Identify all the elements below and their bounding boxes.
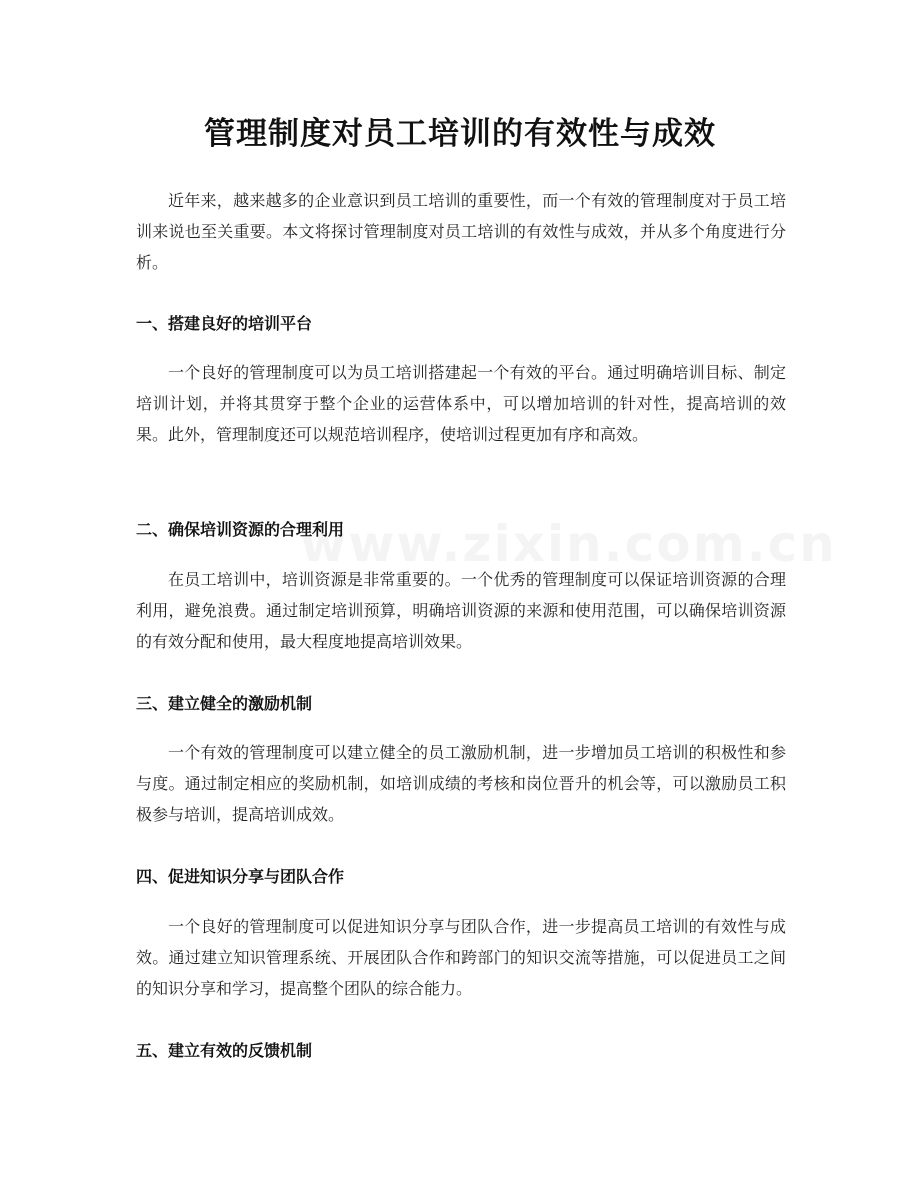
section-3-heading: 三、建立健全的激励机制 <box>136 694 313 713</box>
section-2-heading: 二、确保培训资源的合理利用 <box>136 520 345 539</box>
section-1-heading: 一、搭建良好的培训平台 <box>136 314 313 333</box>
section-1-paragraph: 一个良好的管理制度可以为员工培训搭建起一个有效的平台。通过明确培训目标、制定培训计划，并将其贯穿于整个企业的运营体系中，可以增加培训的针对性，提高培训的效果。此外，管理制度还可以规范培训程序，使培训过程更加有序和高效。 <box>136 363 786 444</box>
section-2-paragraph: 在员工培训中，培训资源是非常重要的。一个优秀的管理制度可以保证培训资源的合理利用，避免浪费。通过制定培训预算，明确培训资源的来源和使用范围，可以确保培训资源的有效分配和使用，最大程度地提高培训效果。 <box>136 570 786 651</box>
intro-paragraph: 近年来，越来越多的企业意识到员工培训的重要性，而一个有效的管理制度对于员工培训来说也至关重要。本文将探讨管理制度对员工培训的有效性与成效，并从多个角度进行分析。 <box>136 191 786 272</box>
section-4-heading: 四、促进知识分享与团队合作 <box>136 867 345 886</box>
section-4-paragraph: 一个良好的管理制度可以促进知识分享与团队合作，进一步提高员工培训的有效性与成效。通过建立知识管理系统、开展团队合作和跨部门的知识交流等措施，可以促进员工之间的知识分享和学习，提高整个团队的综合能力。 <box>136 917 786 998</box>
section-5-heading: 五、建立有效的反馈机制 <box>136 1041 313 1060</box>
section-3-paragraph: 一个有效的管理制度可以建立健全的员工激励机制，进一步增加员工培训的积极性和参与度。通过制定相应的奖励机制，如培训成绩的考核和岗位晋升的机会等，可以激励员工积极参与培训，提高培训成效。 <box>136 743 786 824</box>
document-title: 管理制度对员工培训的有效性与成效 <box>204 116 716 152</box>
